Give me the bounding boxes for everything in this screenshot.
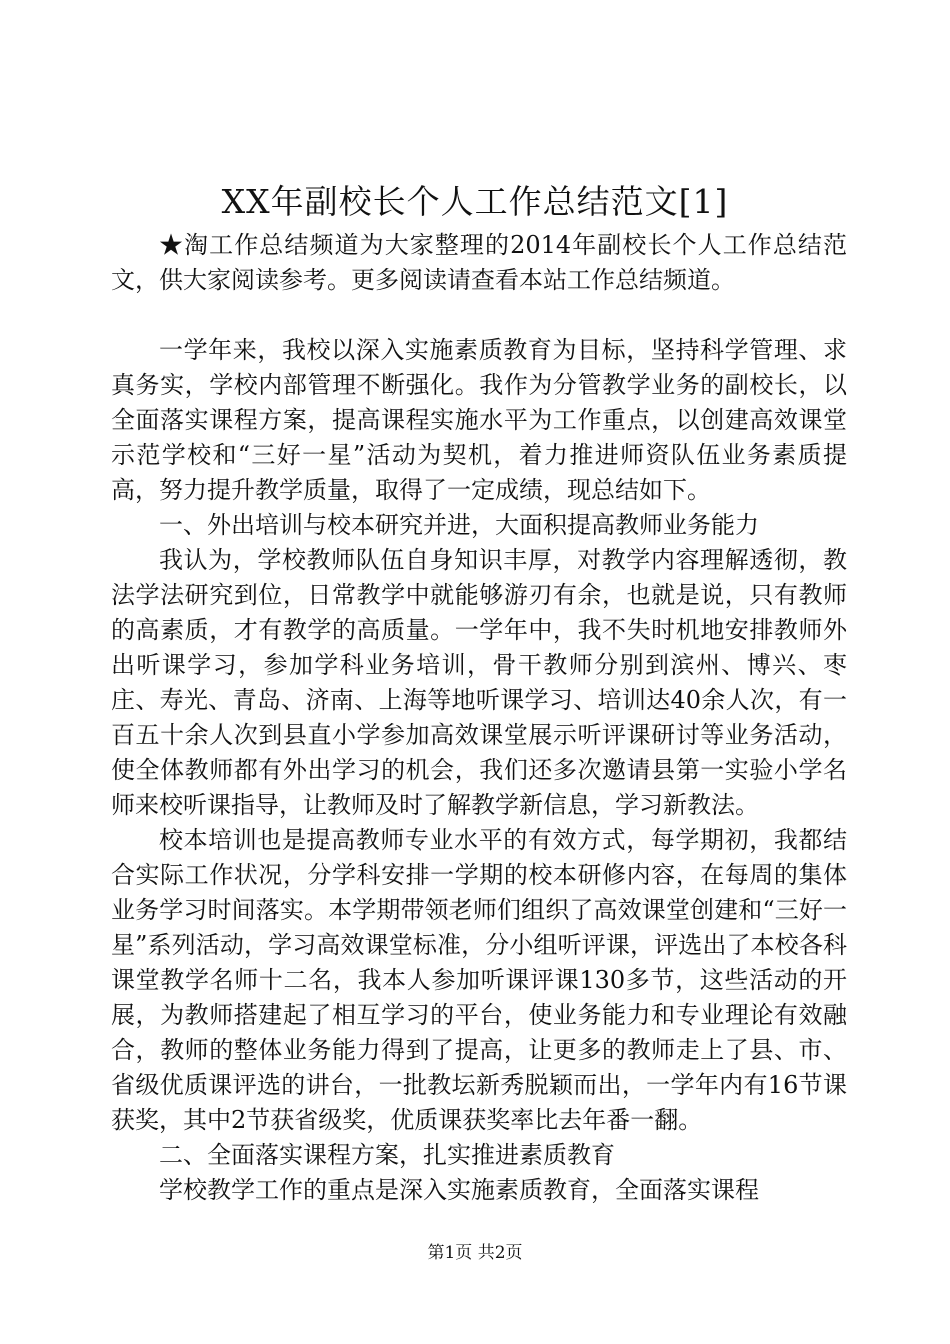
page-footer: 第1页 共2页 [427, 1243, 523, 1263]
document-title: XX年副校长个人工作总结范文[1] [221, 182, 729, 221]
section-heading: 一、外出培训与校本研究并进，大面积提高教师业务能力 [159, 511, 759, 539]
section-heading: 二、全面落实课程方案，扎实推进素质教育 [159, 1141, 615, 1169]
body-paragraph: 一学年来，我校以深入实施素质教育为目标，坚持科学管理、求真务实，学校内部管理不断强化。我作为分管教学业务的副校长，以全面落实课程方案，提高课程实施水平为工作重点，以创建高效课堂示范学校和“三好一星”活动为契机，着力推进师资队伍业务素质提高，努力提升教学质量，取得了一定成绩，现总结如下。 [111, 336, 847, 504]
body-paragraph: 校本培训也是提高教师专业水平的有效方式，每学期初，我都结合实际工作状况，分学科安排一学期的校本研修内容，在每周的集体业务学习时间落实。本学期带领老师们组织了高效课堂创建和“三好一星”系列活动，学习高效课堂标准，分小组听评课，评选出了本校各科课堂教学名师十二名，我本人参加听课评课130多节，这些活动的开展，为教师搭建起了相互学习的平台，使业务能力和专业理论有效融合，教师的整体业务能力得到了提高，让更多的教师走上了县、市、省级优质课评选的讲台，一批教坛新秀脱颖而出，一学年内有16节课获奖，其中2节获省级奖，优质课获奖率比去年番一翻。 [111, 826, 847, 1134]
body-paragraph: 我认为，学校教师队伍自身知识丰厚，对教学内容理解透彻，教法学法研究到位，日常教学中就能够游刃有余，也就是说，只有教师的高素质，才有教学的高质量。一学年中，我不失时机地安排教师外出听课学习，参加学科业务培训，骨干教师分别到滨州、博兴、枣庄、寿光、青岛、济南、上海等地听课学习、培训达40余人次，有一百五十余人次到县直小学参加高效课堂展示听评课研讨等业务活动，使全体教师都有外出学习的机会，我们还多次邀请县第一实验小学名师来校听课指导，让教师及时了解教学新信息，学习新教法。 [111, 546, 847, 819]
body-paragraph: 学校教学工作的重点是深入实施素质教育，全面落实课程 [159, 1176, 759, 1204]
intro-paragraph: ★淘工作总结频道为大家整理的2014年副校长个人工作总结范文，供大家阅读参考。更多阅读请查看本站工作总结频道。 [111, 231, 847, 294]
document-body [111, 228, 847, 1208]
